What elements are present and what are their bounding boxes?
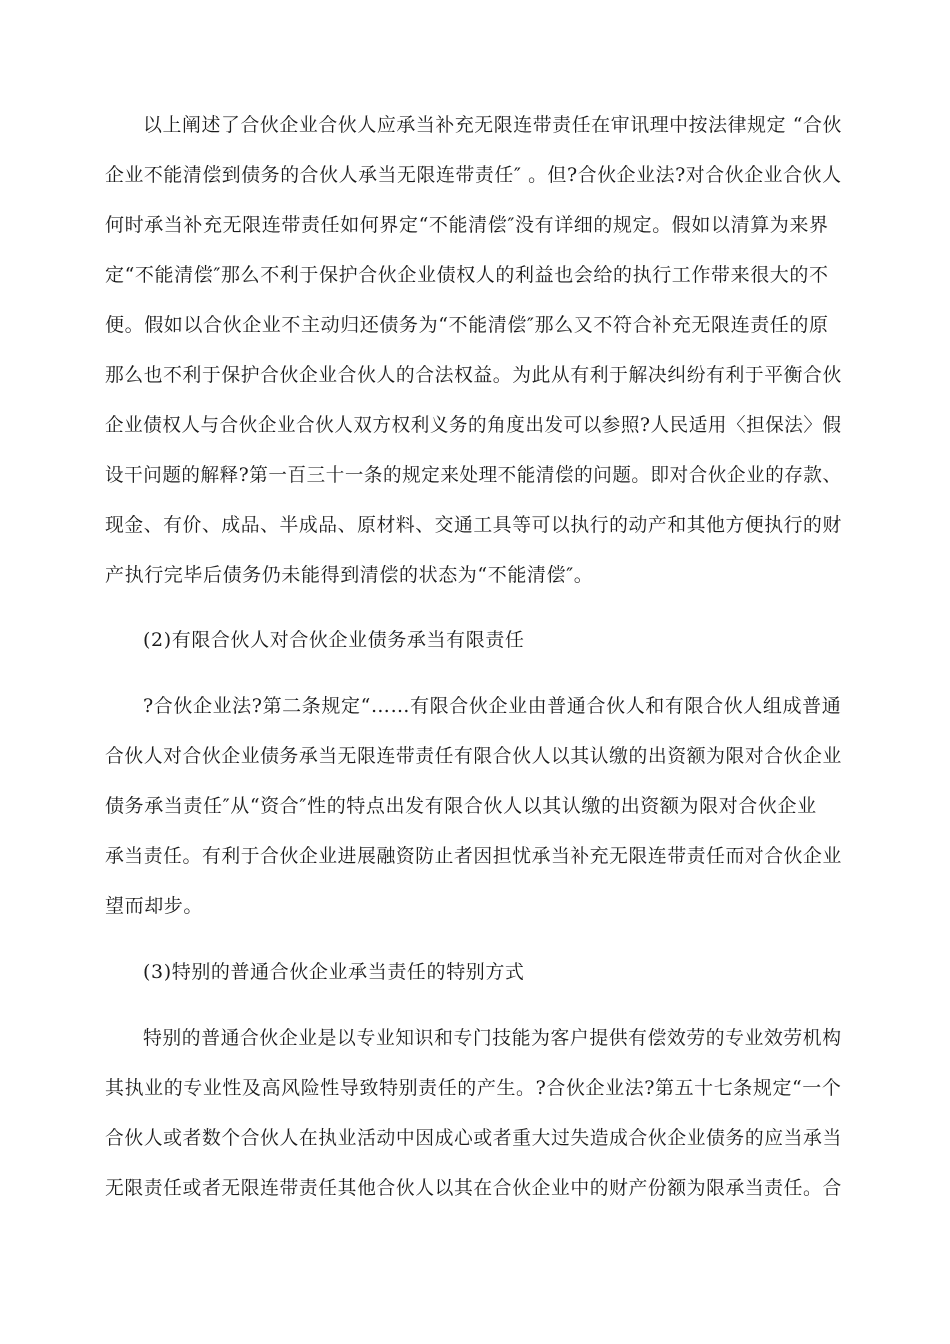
paragraph-2-line: 债务承当责任″从“资合″性的特点出发有限合伙人以其认缴的出资额为限对合伙企业 — [105, 795, 817, 817]
paragraph-1-line: 现金、有价、成品、半成品、原材料、交通工具等可以执行的动产和其他方便执行的财 — [105, 514, 842, 536]
paragraph-1-line: 何时承当补充无限连带责任如何界定“不能清偿″没有详细的规定。假如以清算为来界 — [105, 214, 829, 236]
paragraph-2-line: ?合伙企业法?第二条规定“……有限合伙企业由普通合伙人和有限合伙人组成普通 — [143, 695, 842, 717]
paragraph-3-line: 其执业的专业性及高风险性导致特别责任的产生。?合伙企业法?第五十七条规定“一个 — [105, 1077, 842, 1099]
paragraph-2-line: 合伙人对合伙企业债务承当无限连带责任有限合伙人以其认缴的出资额为限对合伙企业 — [105, 745, 842, 767]
paragraph-1-line: 企业不能清偿到债务的合伙人承当无限连带责任″ 。但?合伙企业法?对合伙企业合伙人 — [105, 164, 842, 186]
paragraph-3-line: 合伙人或者数个合伙人在执业活动中因成心或者重大过失造成合伙企业债务的应当承当 — [105, 1127, 842, 1149]
paragraph-1-line: 以上阐述了合伙企业合伙人应承当补充无限连带责任在审讯理中按法律规定 “合伙 — [143, 114, 842, 136]
paragraph-3-line: 特别的普通合伙企业是以专业知识和专门技能为客户提供有偿效劳的专业效劳机构 — [143, 1027, 842, 1049]
paragraph-3-line: 无限责任或者无限连带责任其他合伙人以其在合伙企业中的财产份额为限承当责任。合 — [105, 1177, 842, 1199]
paragraph-2-line: 承当责任。有利于合伙企业进展融资防止者因担忧承当补充无限连带责任而对合伙企业 — [105, 845, 842, 867]
paragraph-1-line: 设干问题的解释?第一百三十一条的规定来处理不能清偿的问题。即对合伙企业的存款、 — [105, 464, 842, 486]
paragraph-1-line: 定“不能清偿″那么不利于保护合伙企业债权人的利益也会给的执行工作带来很大的不 — [105, 264, 829, 286]
section-heading-3: (3)特别的普通合伙企业承当责任的特别方式 — [143, 961, 525, 983]
paragraph-1-line: 企业债权人与合伙企业合伙人双方权利义务的角度出发可以参照?人民适用〈担保法〉假 — [105, 414, 842, 436]
paragraph-1-line: 产执行完毕后债务仍未能得到清偿的状态为“不能清偿″。 — [105, 564, 594, 586]
paragraph-1-line: 便。假如以合伙企业不主动归还债务为“不能清偿″那么又不符合补充无限连责任的原 — [105, 314, 829, 336]
paragraph-2-line: 望而却步。 — [105, 895, 204, 917]
paragraph-1-line: 那么也不利于保护合伙企业合伙人的合法权益。为此从有利于解决纠纷有利于平衡合伙 — [105, 364, 842, 386]
section-heading-2: (2)有限合伙人对合伙企业债务承当有限责任 — [143, 629, 525, 651]
